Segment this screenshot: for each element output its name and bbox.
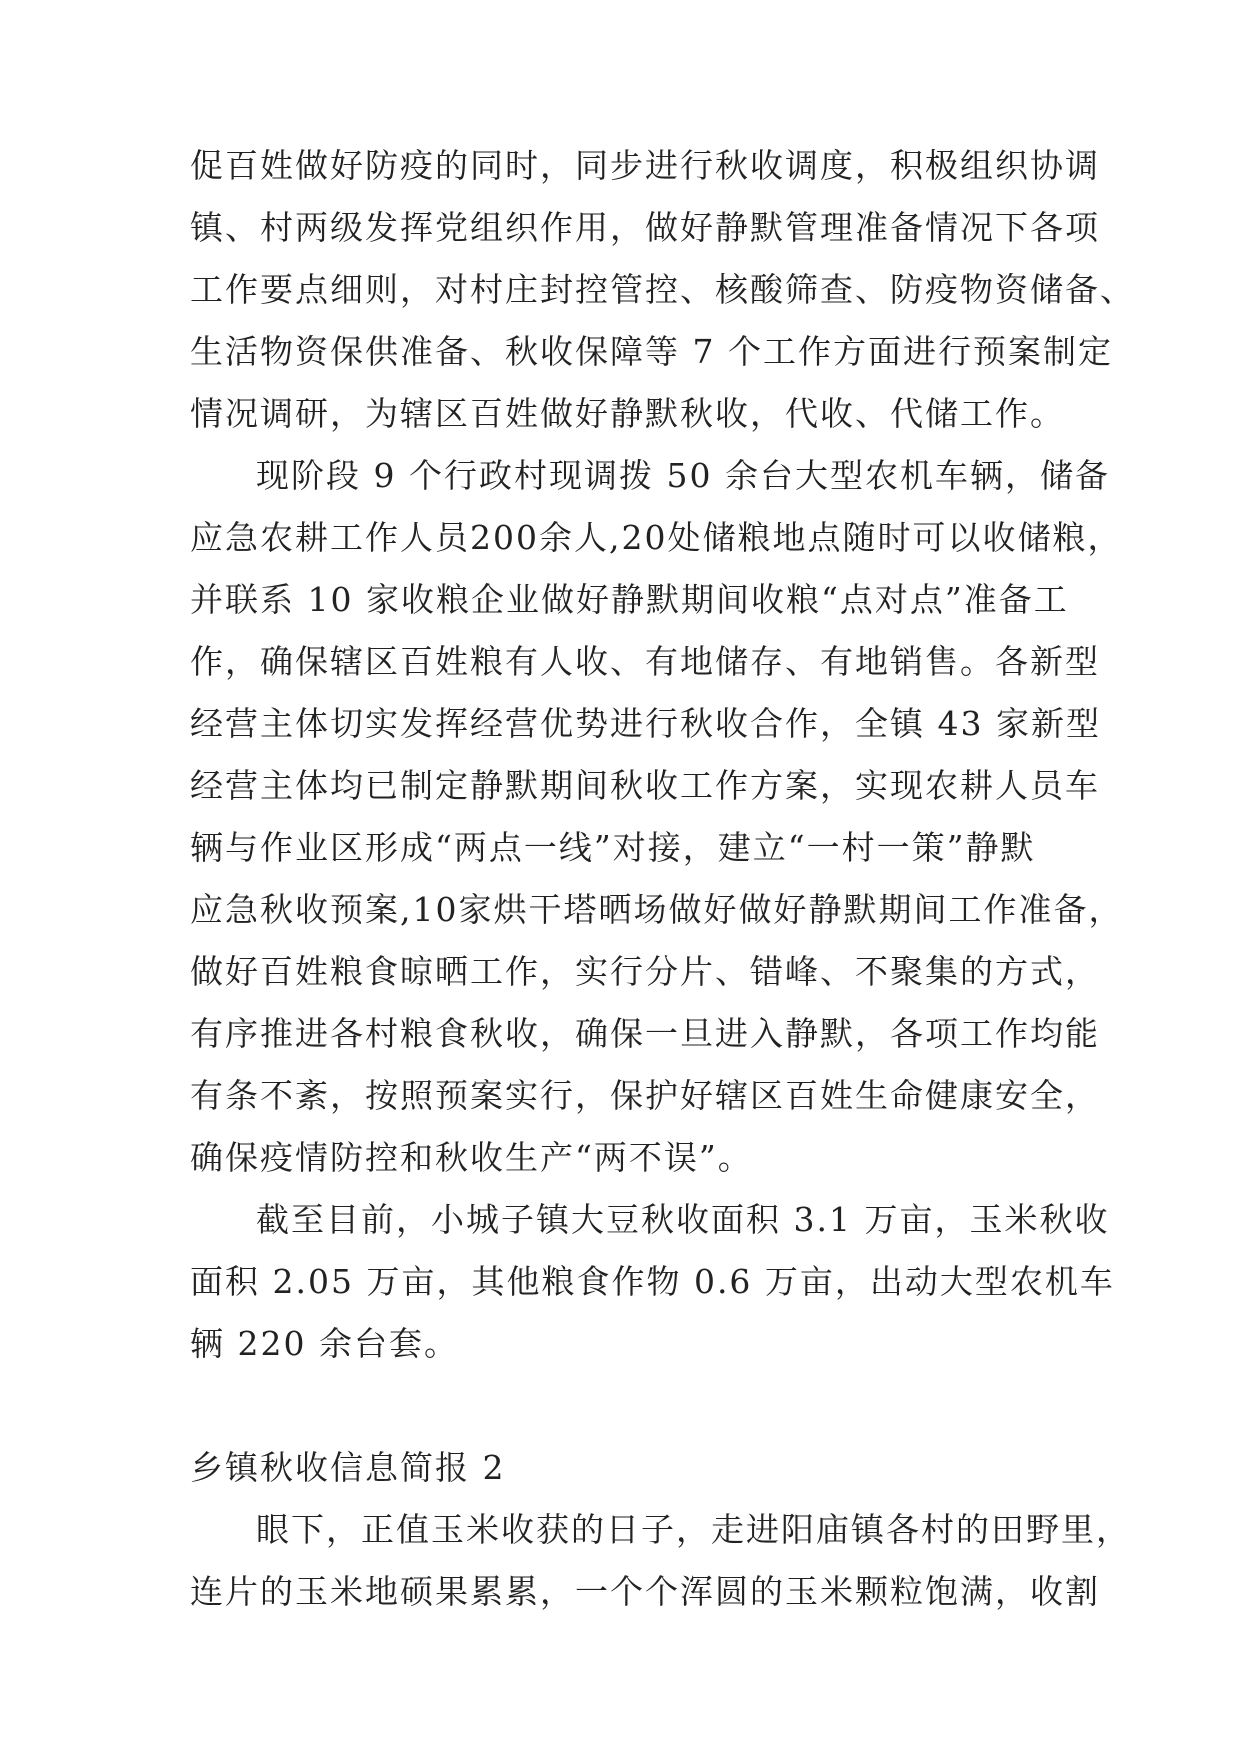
- text-line: 经营主体切实发挥经营优势进行秋收合作，全镇 43 家新型: [190, 704, 1101, 743]
- text-line: 应急农耕工作人员200余人,20处储粮地点随时可以收储粮，: [190, 518, 1123, 557]
- text-line: 情况调研，为辖区百姓做好静默秋收，代收、代储工作。: [190, 394, 1065, 433]
- text-line: 确保疫情防控和秋收生产“两不误”。: [190, 1138, 753, 1177]
- paragraph-3: [190, 1189, 1115, 1375]
- text-line: 应急秋收预案,10家烘干塔晒场做好做好静默期间工作准备，: [190, 890, 1124, 929]
- text-line: 眼下，正值玉米收获的日子，走进阳庙镇各村的田野里，: [256, 1510, 1131, 1549]
- text-line: 并联系 10 家收粮企业做好静默期间收粮“点对点”准备工: [190, 580, 1069, 619]
- text-line: 作，确保辖区百姓粮有人收、有地储存、有地销售。各新型: [190, 642, 1100, 681]
- paragraph-1: [190, 135, 1135, 445]
- text-line: 镇、村两级发挥党组织作用，做好静默管理准备情况下各项: [190, 208, 1100, 247]
- text-line: 辆与作业区形成“两点一线”对接，建立“一村一策”静默: [190, 828, 1036, 867]
- text-line: 面积 2.05 万亩，其他粮食作物 0.6 万亩，出动大型农机车: [190, 1262, 1115, 1301]
- text-line: 工作要点细则，对村庄封控管控、核酸筛查、防疫物资储备、: [190, 270, 1135, 309]
- text-line: 生活物资保供准备、秋收保障等 7 个工作方面进行预案制定: [190, 332, 1113, 371]
- text-line: 促百姓做好防疫的同时，同步进行秋收调度，积极组织协调: [190, 146, 1100, 185]
- section-title: 乡镇秋收信息简报 2: [190, 1448, 506, 1487]
- text-line: 有条不紊，按照预案实行，保护好辖区百姓生命健康安全，: [190, 1076, 1100, 1115]
- text-line: 有序推进各村粮食秋收，确保一旦进入静默，各项工作均能: [190, 1014, 1100, 1053]
- text-line: 现阶段 9 个行政村现调拨 50 余台大型农机车辆，储备: [256, 456, 1110, 495]
- text-line: 经营主体均已制定静默期间秋收工作方案，实现农耕人员车: [190, 766, 1100, 805]
- paragraph-2: [190, 445, 1124, 1189]
- paragraph-4: [190, 1499, 1131, 1623]
- text-line: 辆 220 余台套。: [190, 1324, 459, 1363]
- text-line: 连片的玉米地硕果累累，一个个浑圆的玉米颗粒饱满，收割: [190, 1572, 1100, 1611]
- text-line: 做好百姓粮食晾晒工作，实行分片、错峰、不聚集的方式，: [190, 952, 1100, 991]
- text-line: 截至目前，小城子镇大豆秋收面积 3.1 万亩，玉米秋收: [256, 1200, 1110, 1239]
- document-body: [190, 135, 1135, 1623]
